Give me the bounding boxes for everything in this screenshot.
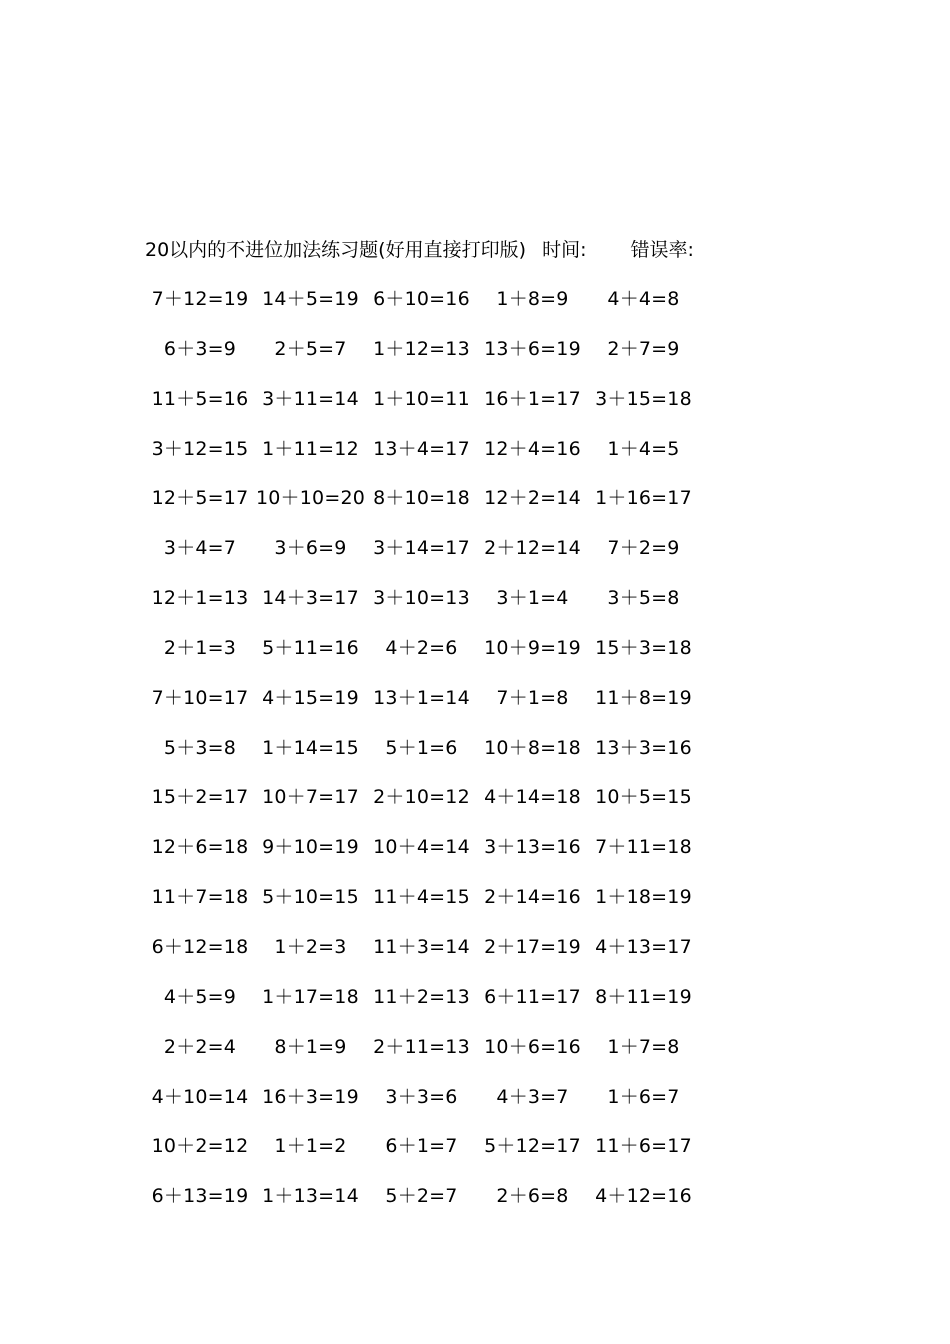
problem-equation: 4＋2=6 bbox=[385, 636, 458, 659]
problem-equation: 3＋3=6 bbox=[385, 1085, 458, 1108]
problem-equation: 13＋4=17 bbox=[373, 437, 470, 460]
problem-equation: 13＋6=19 bbox=[484, 337, 581, 360]
problem-equation: 3＋13=16 bbox=[484, 836, 581, 859]
problem-equation: 4＋10=14 bbox=[151, 1085, 249, 1108]
problem-equation: 5＋10=15 bbox=[262, 886, 359, 909]
problem-row bbox=[145, 634, 745, 684]
problem-row bbox=[145, 783, 745, 833]
worksheet-header bbox=[145, 236, 694, 264]
problem-equation: 7＋12=19 bbox=[151, 288, 249, 310]
problem-equation: 10＋4=14 bbox=[373, 836, 470, 859]
problem-equation: 16＋3=19 bbox=[262, 1085, 359, 1108]
problem-equation: 5＋12=17 bbox=[484, 1135, 581, 1158]
problem-equation: 13＋1=14 bbox=[373, 686, 470, 709]
problem-equation: 10＋9=19 bbox=[484, 636, 581, 659]
problem-equation: 6＋3=9 bbox=[163, 337, 237, 360]
error-rate-label: 错误率: bbox=[630, 239, 694, 261]
problem-equation: 10＋5=15 bbox=[595, 786, 692, 809]
problem-row bbox=[145, 734, 745, 784]
problem-equation: 5＋3=8 bbox=[163, 736, 237, 759]
problem-row bbox=[145, 335, 745, 385]
problem-equation: 16＋1=17 bbox=[484, 387, 581, 410]
time-label: 时间: bbox=[542, 239, 587, 261]
problem-equation: 11＋7=18 bbox=[151, 886, 249, 909]
problem-equation: 1＋13=14 bbox=[262, 1185, 359, 1208]
problem-row bbox=[145, 584, 745, 634]
problem-row bbox=[145, 684, 745, 734]
problem-equation: 1＋14=15 bbox=[262, 736, 359, 759]
problem-equation: 3＋10=13 bbox=[373, 587, 470, 610]
problem-equation: 3＋5=8 bbox=[607, 587, 680, 610]
problem-equation: 7＋11=18 bbox=[595, 836, 692, 859]
problem-equation: 4＋12=16 bbox=[595, 1185, 692, 1208]
problem-equation: 2＋14=16 bbox=[484, 886, 581, 909]
problem-equation: 10＋8=18 bbox=[484, 736, 581, 759]
problem-equation: 11＋2=13 bbox=[373, 985, 470, 1008]
problem-equation: 7＋1=8 bbox=[496, 686, 569, 709]
problem-row bbox=[145, 1182, 745, 1232]
problem-equation: 2＋12=14 bbox=[484, 537, 581, 560]
problem-equation: 2＋6=8 bbox=[496, 1185, 569, 1208]
problem-equation: 15＋2=17 bbox=[151, 786, 249, 809]
problem-equation: 6＋13=19 bbox=[151, 1185, 249, 1208]
problem-equation: 2＋5=7 bbox=[274, 337, 347, 360]
problem-equation: 7＋2=9 bbox=[607, 537, 680, 560]
problem-equation: 14＋3=17 bbox=[262, 587, 359, 610]
problem-equation: 14＋5=19 bbox=[262, 288, 359, 310]
problem-equation: 1＋4=5 bbox=[607, 437, 680, 460]
problem-equation: 2＋11=13 bbox=[373, 1035, 470, 1058]
problem-equation: 6＋11=17 bbox=[484, 985, 581, 1008]
problem-equation: 2＋7=9 bbox=[607, 337, 680, 360]
problem-row bbox=[145, 883, 745, 933]
problem-equation: 5＋11=16 bbox=[262, 636, 359, 659]
problem-equation: 1＋8=9 bbox=[496, 288, 569, 310]
problem-equation: 2＋17=19 bbox=[484, 935, 581, 958]
problem-row bbox=[145, 435, 745, 485]
problem-equation: 12＋5=17 bbox=[151, 487, 249, 510]
problem-equation: 3＋4=7 bbox=[163, 537, 237, 560]
problem-equation: 4＋3=7 bbox=[496, 1085, 569, 1108]
problem-equation: 12＋2=14 bbox=[484, 487, 581, 510]
problem-equation: 1＋18=19 bbox=[595, 886, 692, 909]
problem-row bbox=[145, 1033, 745, 1083]
problem-equation: 1＋10=11 bbox=[373, 387, 470, 410]
problem-equation: 12＋1=13 bbox=[151, 587, 249, 610]
problem-equation: 10＋10=20 bbox=[255, 487, 366, 510]
problem-equation: 11＋8=19 bbox=[595, 686, 692, 709]
problem-row bbox=[145, 1083, 745, 1133]
problem-equation: 5＋2=7 bbox=[385, 1185, 458, 1208]
problem-equation: 1＋2=3 bbox=[274, 935, 347, 958]
problem-equation: 6＋1=7 bbox=[385, 1135, 458, 1158]
problem-equation: 1＋16=17 bbox=[595, 487, 692, 510]
problem-equation: 4＋14=18 bbox=[484, 786, 581, 809]
problem-equation: 10＋7=17 bbox=[262, 786, 359, 809]
problem-equation: 10＋2=12 bbox=[151, 1135, 249, 1158]
problem-equation: 12＋6=18 bbox=[151, 836, 249, 859]
problem-equation: 1＋17=18 bbox=[262, 985, 359, 1008]
problem-equation: 4＋15=19 bbox=[262, 686, 359, 709]
problem-equation: 9＋10=19 bbox=[262, 836, 359, 859]
problem-equation: 4＋4=8 bbox=[607, 288, 680, 310]
problem-equation: 6＋12=18 bbox=[151, 935, 249, 958]
problem-equation: 11＋6=17 bbox=[595, 1135, 692, 1158]
problem-equation: 6＋10=16 bbox=[373, 288, 470, 310]
problem-equation: 7＋10=17 bbox=[151, 686, 249, 709]
problem-equation: 3＋1=4 bbox=[496, 587, 569, 610]
worksheet-title: 20以内的不进位加法练习题(好用直接打印版) bbox=[145, 239, 527, 261]
problem-equation: 2＋10=12 bbox=[373, 786, 470, 809]
problem-grid bbox=[145, 285, 745, 1232]
problem-equation: 12＋4=16 bbox=[484, 437, 581, 460]
problem-equation: 11＋4=15 bbox=[373, 886, 470, 909]
problem-equation: 5＋1=6 bbox=[385, 736, 458, 759]
problem-row bbox=[145, 385, 745, 435]
problem-equation: 1＋11=12 bbox=[262, 437, 359, 460]
problem-row bbox=[145, 833, 745, 883]
problem-equation: 2＋2=4 bbox=[163, 1035, 237, 1058]
problem-equation: 13＋3=16 bbox=[595, 736, 692, 759]
problem-row bbox=[145, 933, 745, 983]
problem-equation: 10＋6=16 bbox=[484, 1035, 581, 1058]
problem-row bbox=[145, 1132, 745, 1182]
problem-row bbox=[145, 285, 745, 335]
problem-equation: 3＋11=14 bbox=[262, 387, 359, 410]
problem-equation: 8＋10=18 bbox=[373, 487, 470, 510]
problem-equation: 3＋12=15 bbox=[151, 437, 249, 460]
problem-equation: 8＋11=19 bbox=[595, 985, 692, 1008]
problem-equation: 11＋5=16 bbox=[151, 387, 249, 410]
problem-equation: 8＋1=9 bbox=[274, 1035, 347, 1058]
problem-equation: 1＋7=8 bbox=[607, 1035, 680, 1058]
problem-equation: 1＋6=7 bbox=[607, 1085, 680, 1108]
problem-equation: 15＋3=18 bbox=[595, 636, 692, 659]
problem-equation: 1＋1=2 bbox=[274, 1135, 347, 1158]
problem-equation: 4＋13=17 bbox=[595, 935, 692, 958]
problem-equation: 11＋3=14 bbox=[373, 935, 470, 958]
problem-equation: 3＋15=18 bbox=[595, 387, 692, 410]
problem-equation: 1＋12=13 bbox=[373, 337, 470, 360]
problem-equation: 3＋14=17 bbox=[373, 537, 470, 560]
problem-row bbox=[145, 484, 745, 534]
problem-row bbox=[145, 534, 745, 584]
problem-row bbox=[145, 983, 745, 1033]
problem-equation: 4＋5=9 bbox=[163, 985, 237, 1008]
problem-equation: 2＋1=3 bbox=[163, 636, 237, 659]
problem-equation: 3＋6=9 bbox=[274, 537, 347, 560]
